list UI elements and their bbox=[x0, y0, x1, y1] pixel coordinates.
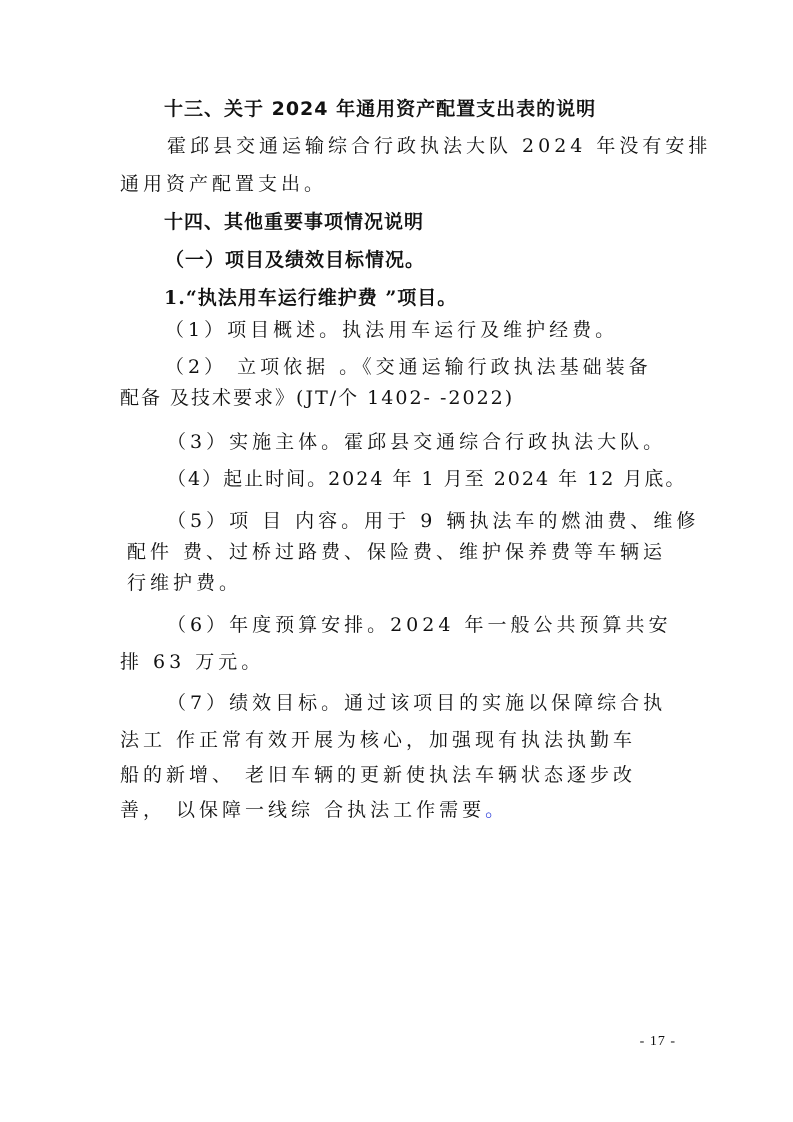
paragraph-2-line-2: 配备 及技术要求》(JT/个 1402- -2022) bbox=[120, 387, 515, 409]
project-title: 1.“执法用车运行维护费 ”项目。 bbox=[164, 287, 458, 309]
paragraph-7-line-1: （7）绩效目标。通过该项目的实施以保障综合执 bbox=[167, 692, 667, 714]
paragraph-3: （3）实施主体。霍邱县交通综合行政执法大队。 bbox=[167, 431, 667, 453]
closing-period-mark: 。 bbox=[485, 799, 509, 821]
paragraph-5-line-2: 配件 费、过桥过路费、保险费、维护保养费等车辆运 bbox=[127, 541, 667, 563]
section-13-body-line-1: 霍邱县交通运输综合行政执法大队 2024 年没有安排 bbox=[167, 135, 712, 157]
paragraph-6-line-1: （6）年度预算安排。2024 年一般公共预算共安 bbox=[167, 614, 672, 636]
paragraph-4: （4）起止时间。2024 年 1 月至 2024 年 12 月底。 bbox=[167, 468, 687, 490]
page-number: - 17 - bbox=[639, 1034, 676, 1049]
paragraph-5-line-1: （5）项 目 内容。用于 9 辆执法车的燃油费、维修 bbox=[167, 510, 700, 532]
paragraph-7-line-3: 船的新增、 老旧车辆的更新使执法车辆状态逐步改 bbox=[120, 764, 637, 786]
paragraph-1: （1）项目概述。执法用车运行及维护经费。 bbox=[165, 319, 619, 341]
paragraph-7-line-2: 法工 作正常有效开展为核心，加强现有执法执勤车 bbox=[120, 729, 637, 751]
section-14-heading: 十四、其他重要事项情况说明 bbox=[164, 211, 425, 233]
paragraph-7-line-4-text: 善， 以保障一线综 合执法工作需要 bbox=[120, 799, 486, 821]
section-13-heading: 十三、关于 2024 年通用资产配置支出表的说明 bbox=[164, 98, 597, 120]
section-13-body-line-2: 通用资产配置支出。 bbox=[120, 173, 328, 195]
paragraph-5-line-3: 行维护费。 bbox=[127, 572, 243, 594]
paragraph-6-line-2: 排 63 万元。 bbox=[120, 651, 265, 673]
section-14-subheading: （一）项目及绩效目标情况。 bbox=[165, 249, 426, 271]
paragraph-2-line-1: （2） 立项依据 。《交通运输行政执法基础装备 bbox=[165, 356, 652, 378]
paragraph-7-line-4 bbox=[120, 798, 508, 822]
